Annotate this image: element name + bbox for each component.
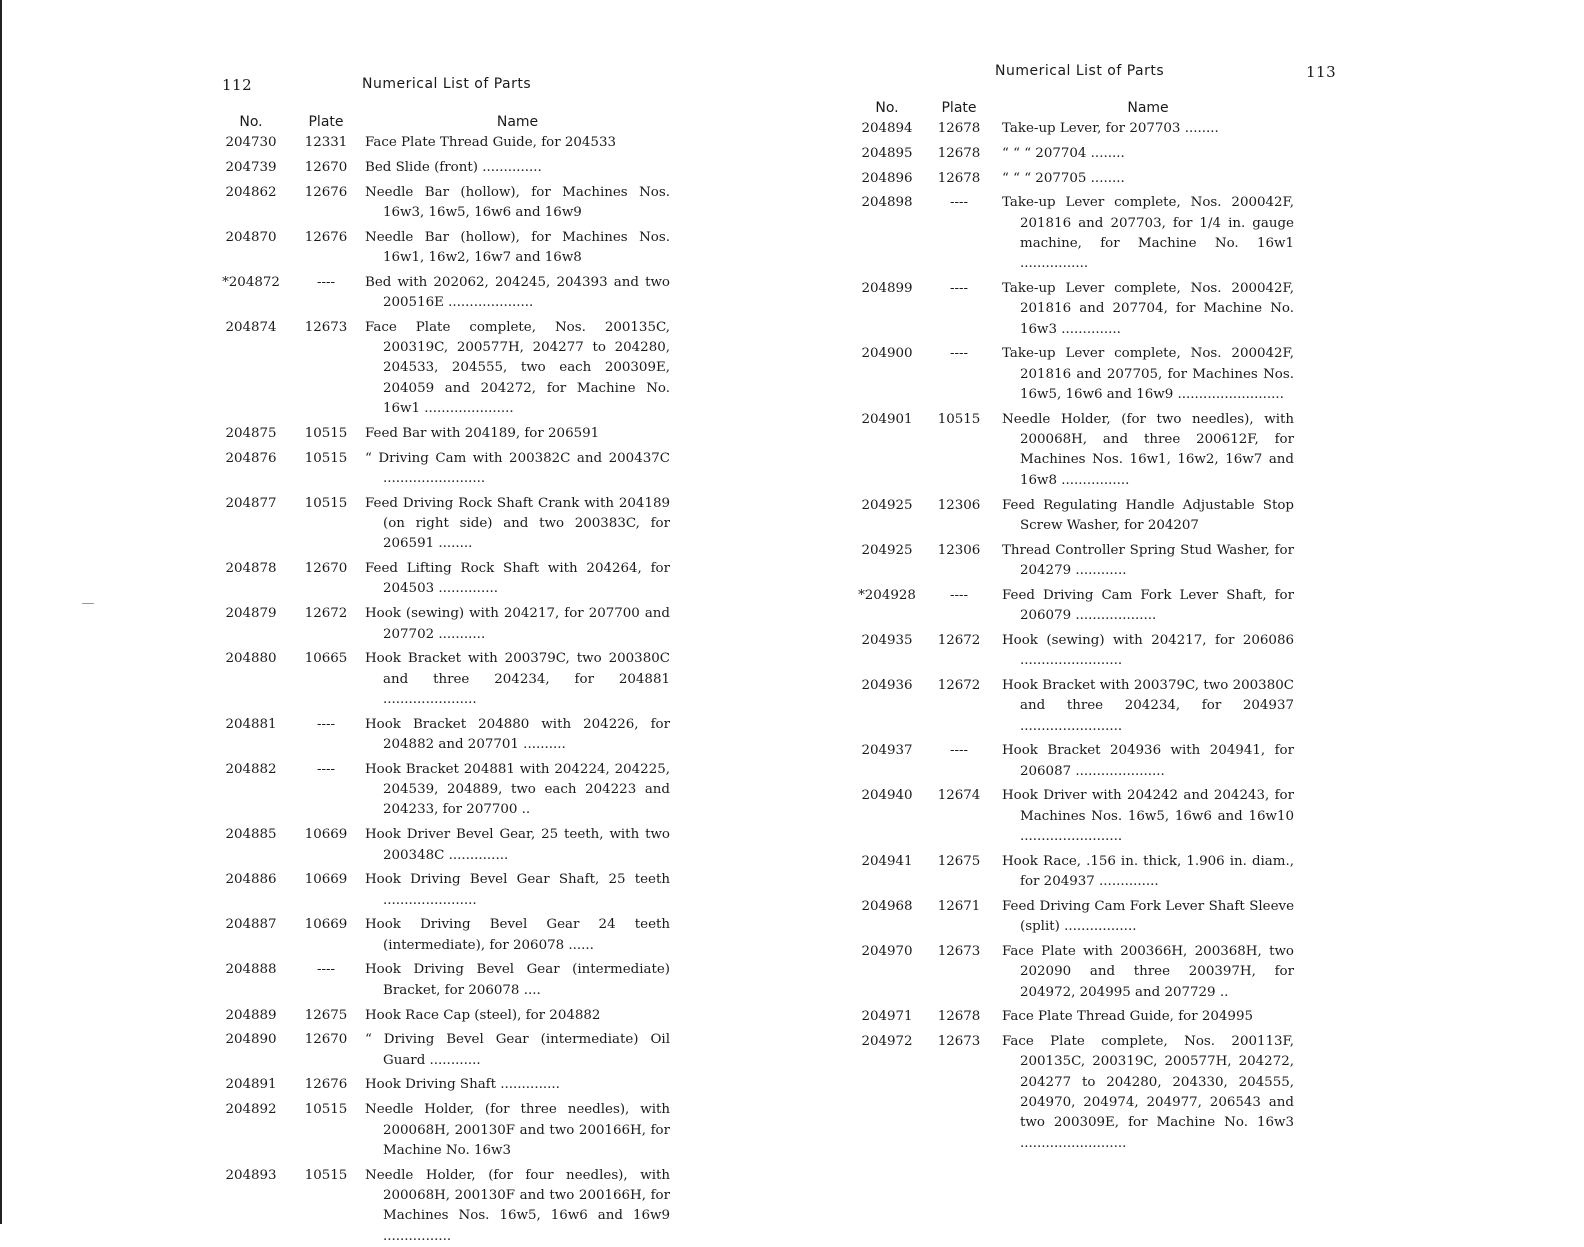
plate-number: 12306 [937, 542, 981, 558]
part-number: 204925 [861, 497, 913, 513]
part-name: Face Plate Thread Guide, for 204995 [1002, 1009, 1253, 1025]
plate-number: 12676 [304, 229, 348, 245]
part-name: Bed with 202062, 204245, 204393 and two 200516E .................... [365, 274, 670, 311]
part-name: Hook Bracket 204880 with 204226, for 204882 and 207701 .......... [365, 716, 670, 753]
part-entry [858, 1007, 1294, 1027]
part-number: 204894 [861, 121, 913, 136]
part-entry [858, 852, 1294, 893]
plate-number: 12675 [304, 1007, 348, 1023]
part-entry [215, 449, 670, 490]
part-entry [215, 273, 670, 314]
part-name: Thread Controller Spring Stud Washer, for 204279 ............ [1002, 542, 1294, 578]
plate-number: 10515 [304, 1102, 348, 1118]
plate-number: ---- [949, 587, 969, 603]
plate-number: 12673 [937, 943, 981, 959]
plate-number: 12675 [937, 853, 981, 869]
plate-number: 10515 [304, 425, 348, 441]
part-name: Hook Race, .156 in. thick, 1.906 in. diam., for 204937 .............. [1002, 853, 1294, 890]
part-number: 204896 [861, 170, 913, 186]
plate-number: ---- [316, 716, 336, 732]
part-entry [215, 318, 670, 419]
left-page-header [215, 76, 670, 98]
right-page-header [858, 63, 1337, 85]
column-headers [858, 100, 1294, 116]
part-name: Hook Race Cap (steel), for 204882 [365, 1007, 601, 1023]
part-entry [215, 133, 670, 153]
plate-number: 12678 [937, 170, 981, 186]
part-entry [858, 676, 1294, 737]
plate-number: 10665 [304, 651, 348, 667]
column-header-no: No. [239, 114, 263, 130]
part-entry [215, 494, 670, 555]
part-number: 204880 [225, 651, 277, 667]
part-number: 204887 [225, 917, 277, 933]
part-number: 204940 [861, 788, 913, 804]
page-number: 112 [222, 76, 253, 94]
part-entry [215, 1166, 670, 1247]
plate-number: 10669 [304, 917, 348, 933]
part-entry [215, 825, 670, 866]
part-entry [215, 1075, 670, 1095]
plate-number: ---- [949, 346, 969, 362]
plate-number: 12672 [937, 677, 981, 693]
part-number: 204901 [861, 411, 913, 427]
part-entry [215, 870, 670, 911]
part-number: 204971 [861, 1009, 913, 1025]
part-name: Hook Driver Bevel Gear, 25 teeth, with two 200348C .............. [365, 827, 670, 863]
part-name: Needle Holder, (for four needles), with 200068H, 200130F and two 200166H, for Machines Nos. 16w5, 16w6 and 16w9 ................ [365, 1167, 670, 1244]
plate-number: 12670 [304, 561, 348, 577]
plate-number: 12672 [304, 606, 348, 622]
part-name: Hook Bracket 204881 with 204224, 204225, 204539, 204889, two each 204223 and 204233, for 207700 .. [365, 761, 670, 818]
part-number: 204925 [861, 542, 913, 558]
plate-number: 12331 [304, 135, 348, 150]
part-number: 204968 [861, 898, 913, 914]
parts-list [215, 133, 670, 1247]
column-header-no: No. [875, 100, 899, 116]
part-entry [858, 1032, 1294, 1154]
part-number: 204874 [225, 319, 277, 335]
part-name: Bed Slide (front) .............. [365, 159, 542, 175]
page-title: Numerical List of Parts [995, 63, 1165, 79]
part-entry [215, 1006, 670, 1026]
part-entry [858, 586, 1294, 627]
part-entry [215, 960, 670, 1001]
plate-number: 12671 [937, 898, 981, 914]
part-entry [215, 715, 670, 756]
part-number: 204970 [861, 943, 913, 959]
part-number: 204891 [225, 1077, 277, 1093]
plate-number: 12672 [937, 632, 981, 648]
part-name: Needle Bar (hollow), for Machines Nos. 16w3, 16w5, 16w6 and 16w9 [365, 184, 670, 220]
part-number: 204893 [225, 1167, 277, 1183]
plate-number: ---- [316, 962, 336, 978]
part-number: 204899 [861, 281, 913, 297]
part-name: Face Plate complete, Nos. 200113F, 200135C, 200319C, 200577H, 204272, 204277 to 204280, 204330, 204555, 204970, 204974, 204977, 206543 and two 200309E, for Machine No. 16w3 ......................... [1002, 1034, 1294, 1151]
part-entry [858, 897, 1294, 938]
plate-number: 12678 [937, 145, 981, 161]
plate-number: 12670 [304, 1032, 348, 1048]
part-name: “ Driving Cam with 200382C and 200437C ........................ [365, 450, 670, 486]
part-number: 204876 [225, 450, 277, 466]
part-number: 204878 [225, 561, 277, 577]
part-entry [858, 942, 1294, 1003]
part-number: 204888 [225, 962, 277, 978]
part-number: 204937 [861, 743, 913, 759]
column-header-plate: Plate [308, 114, 344, 130]
plate-number: 10515 [937, 411, 981, 427]
part-entry [858, 786, 1294, 847]
plate-number: 12306 [937, 497, 981, 513]
column-header-plate: Plate [941, 100, 977, 116]
part-name: Feed Driving Cam Fork Lever Shaft, for 206079 ................... [1002, 587, 1294, 624]
part-name: Take-up Lever complete, Nos. 200042F, 201816 and 207704, for Machine No. 16w3 .............. [1002, 281, 1294, 337]
part-number: 204935 [861, 632, 913, 648]
plate-number: ---- [949, 743, 969, 759]
part-name: Feed Regulating Handle Adjustable Stop Screw Washer, for 204207 [1002, 497, 1294, 533]
page-title: Numerical List of Parts [362, 76, 532, 92]
plate-number: 10669 [304, 827, 348, 843]
part-name: Needle Holder, (for three needles), with 200068H, 200130F and two 200166H, for Machine No. 16w3 [365, 1102, 670, 1158]
part-entry [215, 559, 670, 600]
part-entry [858, 741, 1294, 782]
part-name: Face Plate complete, Nos. 200135C, 200319C, 200577H, 204277 to 204280, 204533, 204555, two each 200309E, 204059 and 204272, for Machine No. 16w1 ..................... [365, 319, 670, 417]
part-name: Feed Lifting Rock Shaft with 204264, for 204503 .............. [365, 561, 670, 597]
plate-number: 12678 [937, 121, 981, 136]
part-number: 204972 [861, 1034, 913, 1050]
part-entry [215, 1100, 670, 1161]
part-number: 204941 [861, 853, 913, 869]
part-name: Face Plate with 200366H, 200368H, two 202090 and three 200397H, for 204972, 204995 and 207729 .. [1002, 943, 1294, 1000]
plate-number: 10515 [304, 495, 348, 511]
part-number: 204739 [225, 159, 277, 175]
part-number: 204881 [225, 716, 277, 732]
left-page [215, 76, 670, 1247]
plate-number: ---- [316, 761, 336, 777]
part-name: Hook Bracket with 200379C, two 200380C and three 204234, for 204881 ...................... [365, 651, 670, 707]
column-header-name: Name [496, 114, 539, 130]
part-name: Feed Bar with 204189, for 206591 [365, 425, 600, 441]
part-entry [858, 410, 1294, 491]
part-name: Hook Bracket with 200379C, two 200380C and three 204234, for 204937 ........................ [1002, 677, 1294, 734]
part-entry [858, 496, 1294, 537]
binding-edge-line [0, 0, 2, 1224]
plate-number: 10515 [304, 1167, 348, 1183]
part-name: “ Driving Bevel Gear (intermediate) Oil Guard ............ [365, 1032, 670, 1068]
column-headers [215, 114, 670, 130]
part-number: 204870 [225, 229, 277, 245]
part-number: 204895 [861, 145, 913, 161]
part-number: 204898 [861, 195, 913, 211]
plate-number: ---- [949, 281, 969, 297]
part-entry [215, 1030, 670, 1071]
part-entry [215, 228, 670, 269]
part-entry [215, 649, 670, 710]
part-entry [858, 631, 1294, 672]
part-name: Take-up Lever, for 207703 ........ [1002, 121, 1219, 136]
part-number: 204862 [225, 184, 277, 200]
part-name: Hook Driving Shaft .............. [365, 1077, 560, 1093]
plate-number: ---- [316, 274, 336, 290]
plate-number: 12678 [937, 1009, 981, 1025]
plate-number: 12673 [937, 1034, 981, 1050]
part-number: 204882 [225, 761, 277, 777]
plate-number: 12676 [304, 1077, 348, 1093]
part-entry [858, 144, 1294, 164]
part-number: 204936 [861, 677, 913, 693]
part-number: 204885 [225, 827, 277, 843]
part-entry [215, 760, 670, 821]
part-name: Take-up Lever complete, Nos. 200042F, 201816 and 207703, for 1/4 in. gauge machine, for Machine No. 16w1 ................ [1002, 195, 1294, 272]
column-header-name: Name [1127, 100, 1169, 116]
part-entry [858, 344, 1294, 405]
right-page [858, 63, 1337, 1154]
plate-number: ---- [949, 195, 969, 211]
part-entry [215, 915, 670, 956]
part-number: *204928 [858, 587, 916, 603]
part-name: Needle Holder, (for two needles), with 200068H, and three 200612F, for Machines Nos. 16w1, 16w2, 16w7 and 16w8 ................ [1002, 411, 1294, 488]
part-number: 204892 [225, 1102, 277, 1118]
part-number: 204879 [225, 606, 277, 622]
part-number: 204875 [225, 425, 277, 441]
page-number: 113 [1306, 63, 1337, 81]
plate-number: 12674 [937, 788, 981, 804]
part-name: Needle Bar (hollow), for Machines Nos. 16w1, 16w2, 16w7 and 16w8 [365, 229, 670, 265]
parts-list [858, 119, 1294, 1154]
part-entry [215, 424, 670, 444]
part-name: Hook Driving Bevel Gear Shaft, 25 teeth ...................... [365, 872, 670, 908]
part-entry [215, 183, 670, 224]
plate-number: 12673 [304, 319, 348, 335]
part-entry [858, 193, 1294, 274]
plate-number: 12676 [304, 184, 348, 200]
part-name: Hook (sewing) with 204217, for 207700 and 207702 ........... [365, 606, 670, 642]
part-name: Take-up Lever complete, Nos. 200042F, 201816 and 207705, for Machines Nos. 16w5, 16w6 and 16w9 ......................... [1002, 346, 1294, 403]
part-name: “ “ “ 207705 ........ [1002, 170, 1125, 186]
plate-number: 12670 [304, 159, 348, 175]
plate-number: 10669 [304, 872, 348, 888]
plate-number: 10515 [304, 450, 348, 466]
part-number: *204872 [222, 274, 280, 290]
part-number: 204886 [225, 872, 277, 888]
part-name: Feed Driving Rock Shaft Crank with 204189 (on right side) and two 200383C, for 206591 ........ [365, 495, 670, 552]
part-name: Hook (sewing) with 204217, for 206086 ........................ [1002, 632, 1294, 669]
part-number: 204900 [861, 346, 913, 362]
part-entry [858, 119, 1294, 139]
part-entry [858, 541, 1294, 582]
part-name: Hook Driving Bevel Gear (intermediate) Bracket, for 206078 .... [365, 962, 670, 998]
margin-mark [82, 603, 94, 604]
part-number: 204877 [225, 495, 277, 511]
part-number: 204889 [225, 1007, 277, 1023]
part-name: “ “ “ 207704 ........ [1002, 145, 1125, 161]
part-name: Hook Driver with 204242 and 204243, for Machines Nos. 16w5, 16w6 and 16w10 ........................ [1002, 788, 1294, 844]
part-number: 204890 [225, 1032, 277, 1048]
part-entry [858, 279, 1294, 340]
part-entry [215, 158, 670, 178]
part-number: 204730 [225, 135, 277, 150]
part-name: Hook Bracket 204936 with 204941, for 206087 ..................... [1002, 743, 1294, 779]
part-name: Face Plate Thread Guide, for 204533 [365, 135, 616, 150]
part-entry [215, 604, 670, 645]
part-entry [858, 169, 1294, 189]
part-name: Feed Driving Cam Fork Lever Shaft Sleeve (split) ................. [1002, 898, 1294, 935]
part-name: Hook Driving Bevel Gear 24 teeth (intermediate), for 206078 ...... [365, 917, 670, 953]
